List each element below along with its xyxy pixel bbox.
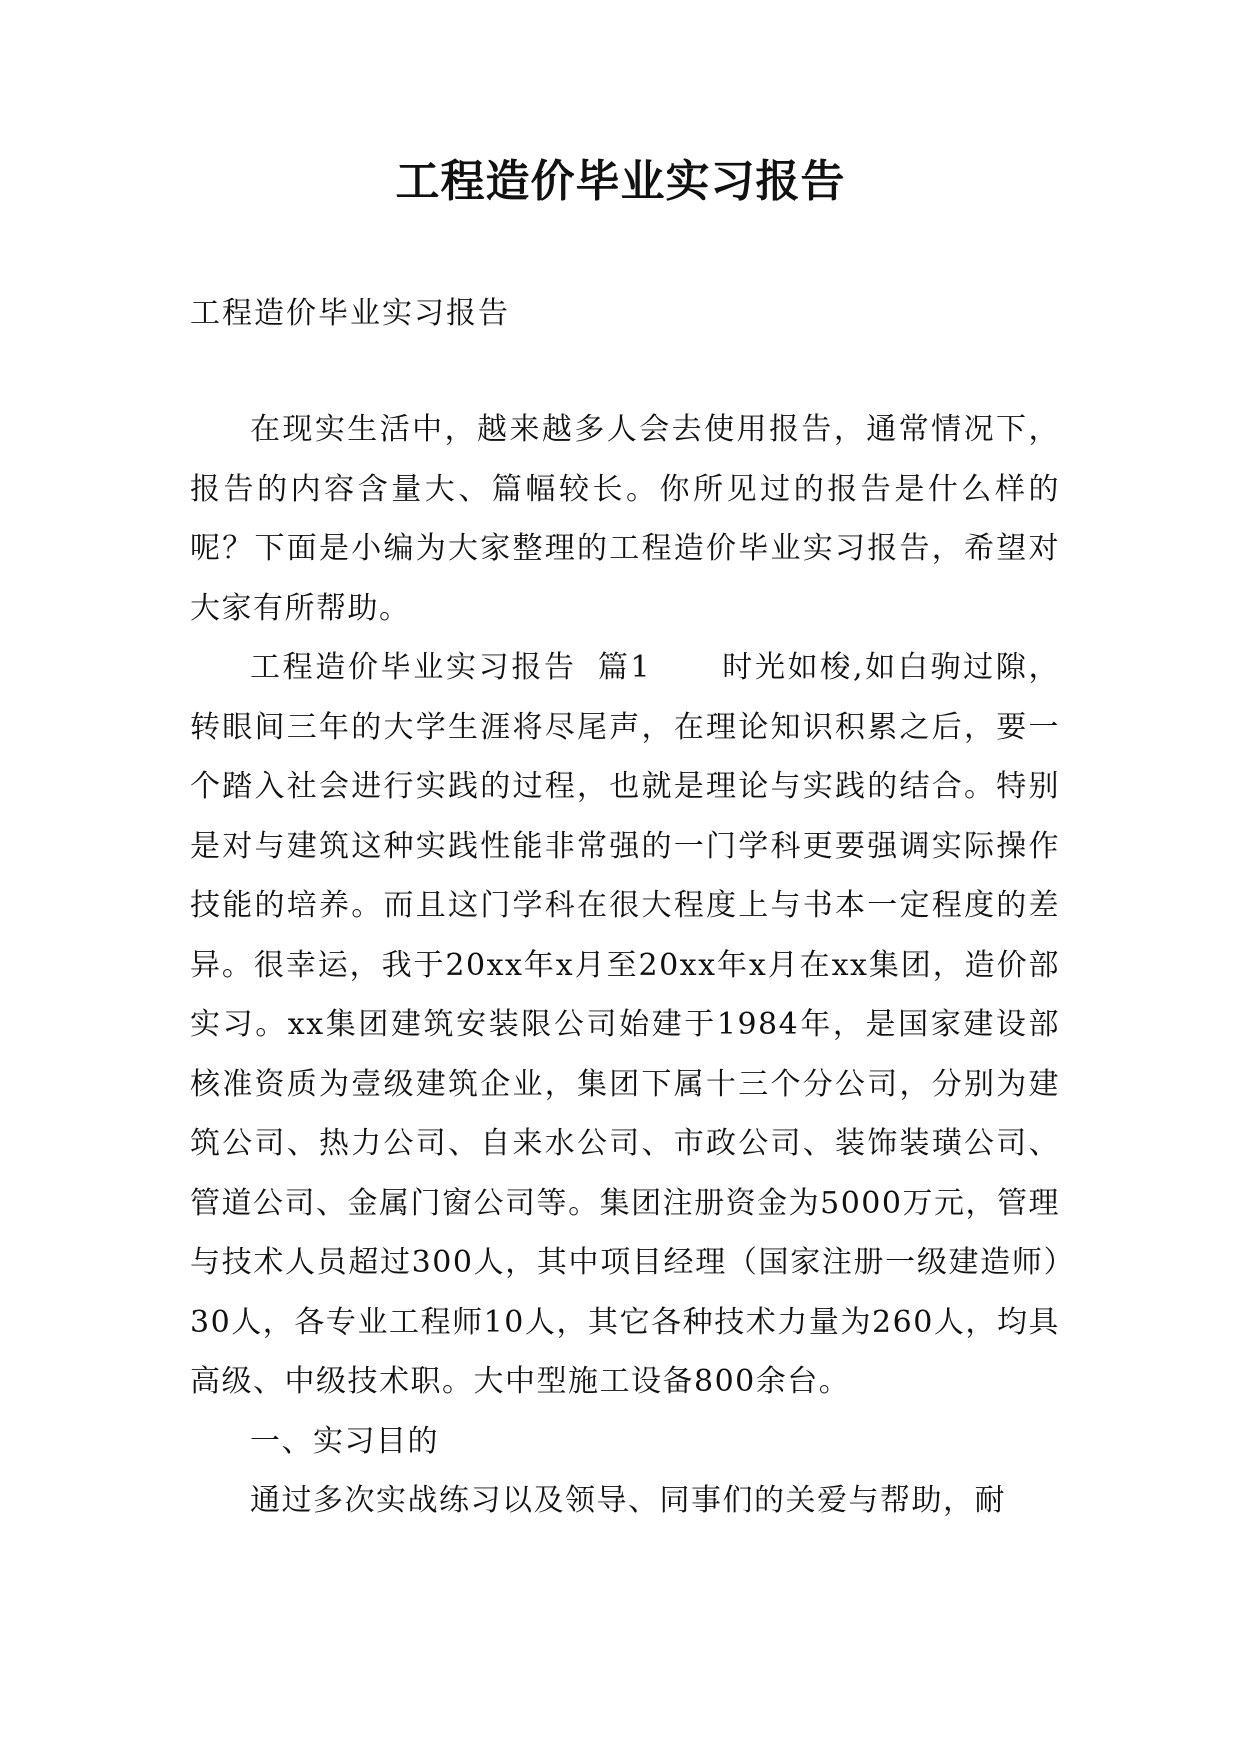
article-body: 时光如梭,如白驹过隙，转眼间三年的大学生涯将尽尾声，在理论知识积累之后，要一个踏入社会进行实践的过程，也就是理论与实践的结合。特别是对与建筑这种实践性能非常强的一门学科更要强调实际操作技能的培养。而且这门学科在很大程度上与书本一定程度的差异。很幸运，我于20xx年x月至20xx年x月在xx集团，造价部实习。xx集团建筑安装限公司始建于1984年，是国家建设部核准资质为壹级建筑企业，集团下属十三个分公司，分别为建筑公司、热力公司、自来水公司、市政公司、装饰装璜公司、管道公司、金属门窗公司等。集团注册资金为5000万元，管理与技术人员超过300人，其中项目经理（国家注册一级建造师）30人，各专业工程师10人，其它各种技术力量为260人，均具高级、中级技术职。大中型施工设备800余台。	[190, 650, 1061, 1399]
article-number: 篇1	[596, 650, 652, 685]
intro-paragraph: 在现实生活中，越来越多人会去使用报告，通常情况下，报告的内容含量大、篇幅较长。你所见过的报告是什么样的呢？下面是小编为大家整理的工程造价毕业实习报告，希望对大家有所帮助。	[190, 412, 1060, 626]
document-title: 工程造价毕业实习报告	[395, 156, 846, 207]
article-heading: 工程造价毕业实习报告	[250, 650, 577, 685]
document-subtitle: 工程造价毕业实习报告	[190, 296, 510, 331]
article-paragraph	[190, 638, 1060, 1412]
document-body	[190, 400, 1060, 1531]
section-heading: 一、实习目的	[250, 1423, 439, 1459]
section-paragraph: 通过多次实战练习以及领导、同事们的关爱与帮助，耐	[250, 1483, 1006, 1518]
